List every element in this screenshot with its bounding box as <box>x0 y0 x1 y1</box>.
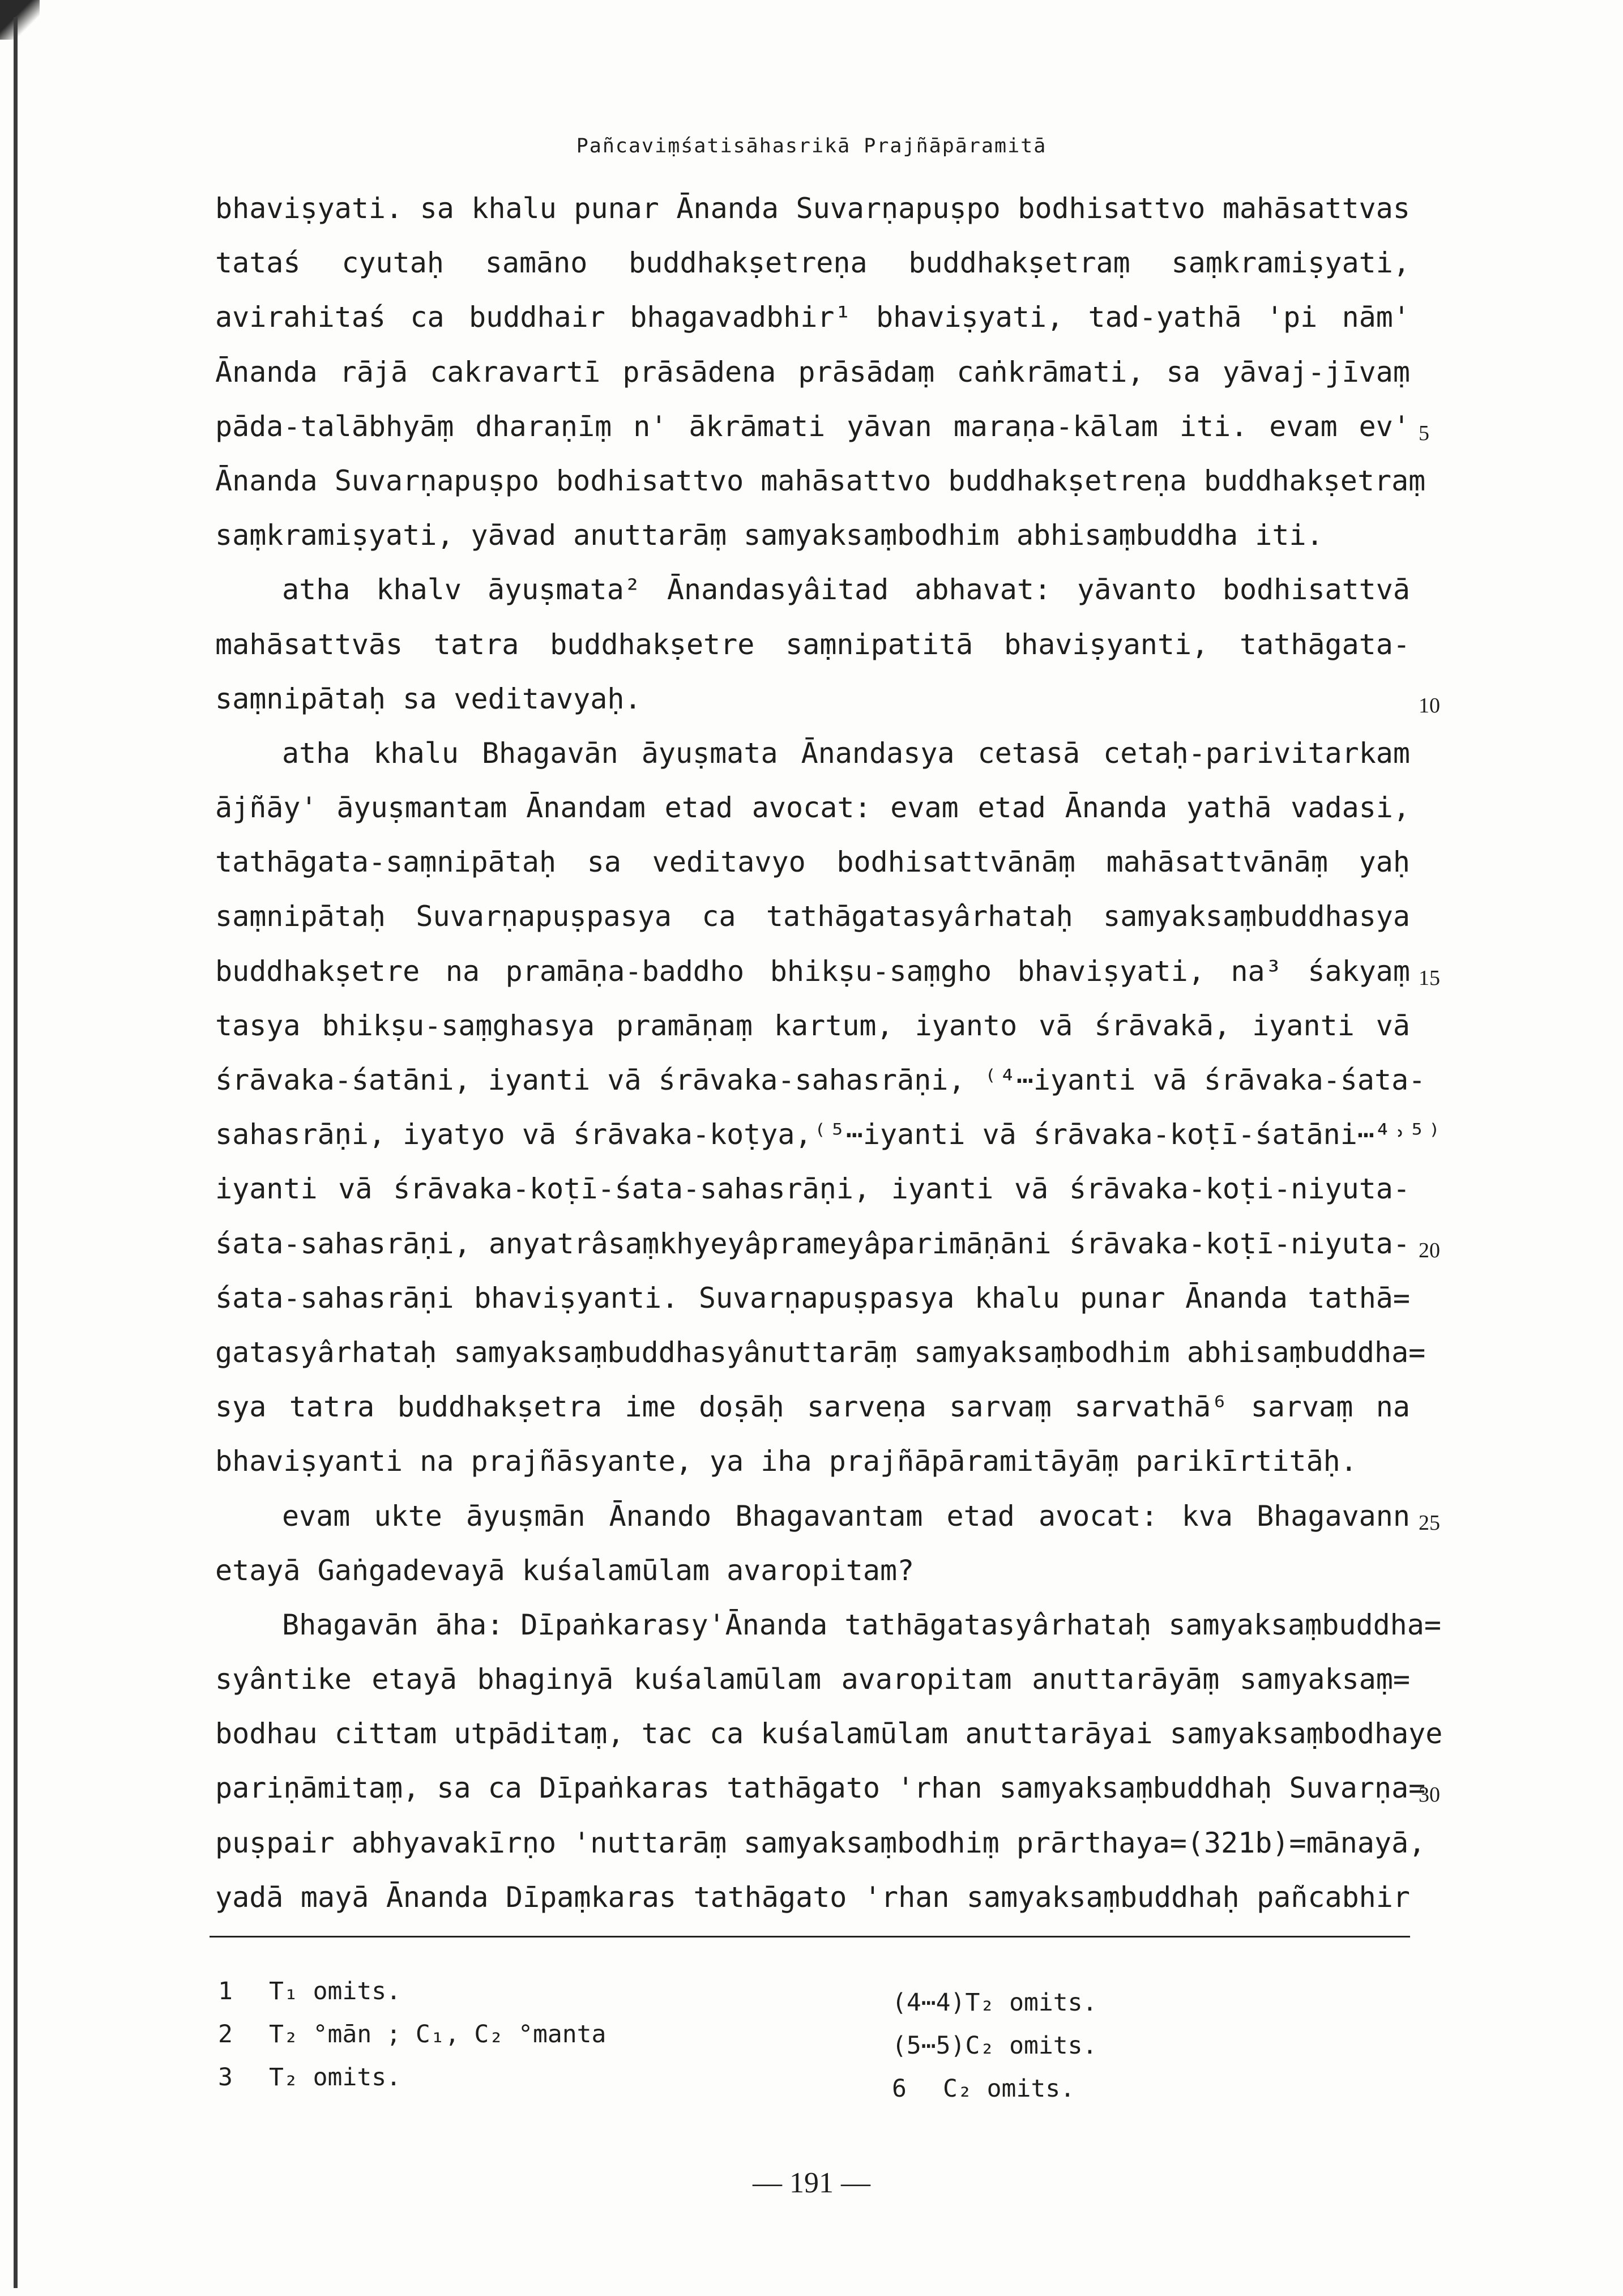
text-line <box>215 617 1410 672</box>
text-line <box>215 181 1410 236</box>
text-line-content: śata-sahasrāṇi bhaviṣyanti. Suvarṇapuṣpasya khalu punar Ānanda tathā= <box>215 1281 1410 1315</box>
text-line <box>215 1434 1410 1488</box>
text-line <box>215 835 1410 889</box>
footnote <box>892 1981 1097 2024</box>
text-line <box>215 1652 1410 1706</box>
footnote-text: T₂ omits. <box>269 2063 401 2092</box>
text-line-content: etayā Gaṅgadevayā kuśalamūlam avaropitam? <box>215 1554 915 1587</box>
line-number: 20 <box>1419 1238 1440 1262</box>
main-text <box>215 181 1443 1924</box>
text-line-content: saṃnipātaḥ Suvarṇapuṣpasya ca tathāgatasyârhataḥ samyaksaṃbuddhasya <box>215 900 1410 933</box>
footnote <box>892 2067 1097 2110</box>
text-line-content: evam ukte āyuṣmān Ānando Bhagavantam etad avocat: kva Bhagavann <box>282 1499 1410 1533</box>
text-line-content: buddhakṣetre na pramāṇa-baddho bhikṣu-saṃgho bhaviṣyati, na³ śakyaṃ <box>215 954 1410 988</box>
text-line <box>215 399 1429 454</box>
text-line-content: Ānanda Suvarṇapuṣpo bodhisattvo mahāsattvo buddhakṣetreṇa buddhakṣetraṃ <box>215 464 1426 497</box>
text-line-content: śrāvaka-śatāni, iyanti vā śrāvaka-sahasrāṇi, ⁽⁴⋯iyanti vā śrāvaka-śata- <box>215 1064 1426 1096</box>
text-line <box>215 562 1410 617</box>
footnote <box>218 1970 606 2013</box>
footnote-text: T₂ °mān ; C₁, C₂ °manta <box>269 2020 607 2049</box>
text-line <box>215 508 1410 562</box>
text-line-content: saṃkramiṣyati, yāvad anuttarāṃ samyaksaṃbodhim abhisaṃbuddha iti. <box>215 519 1323 552</box>
text-line-content: tasya bhikṣu-saṃghasya pramāṇaṃ kartum, iyanto vā śrāvakā, iyanti vā <box>215 1009 1410 1042</box>
text-line <box>215 236 1410 290</box>
text-line-content: gatasyârhataḥ samyaksaṃbuddhasyânuttarāṃ samyaksaṃbodhim abhisaṃbuddha= <box>215 1335 1426 1369</box>
line-number: 15 <box>1419 966 1440 990</box>
scan-binding-edge <box>14 17 18 2288</box>
line-number: 25 <box>1419 1510 1440 1535</box>
text-line-content: sya tatra buddhakṣetra ime doṣāḥ sarveṇa sarvaṃ sarvathā⁶ sarvaṃ na <box>215 1390 1410 1424</box>
footnote-number: 6 <box>892 2075 907 2103</box>
text-line-content: pāda-talābhyāṃ dharaṇīṃ n' ākrāmati yāvan maraṇa-kālam iti. evam ev' <box>215 409 1410 443</box>
footnote-number: (4⋯4) <box>892 1988 966 2017</box>
footnote-number: 1 <box>218 1977 233 2005</box>
footnotes-left-column <box>218 1970 606 2099</box>
text-line-content: mahāsattvās tatra buddhakṣetre saṃnipatitā bhaviṣyanti, tathāgata- <box>215 628 1410 661</box>
text-line <box>215 998 1410 1053</box>
text-line-content: iyanti vā śrāvaka-koṭī-śata-sahasrāṇi, iyanti vā śrāvaka-koṭi-niyuta- <box>215 1172 1410 1206</box>
text-line-content: śata-sahasrāṇi, anyatrâsaṃkhyeyâprameyâparimāṇāni śrāvaka-koṭī-niyuta- <box>215 1227 1410 1260</box>
footnote-text: C₂ omits. <box>965 2032 1097 2060</box>
text-line-content: sahasrāṇi, iyatyo vā śrāvaka-koṭya,⁽⁵⋯iyanti vā śrāvaka-koṭī-śatāni⋯⁴˒⁵⁾ <box>215 1118 1443 1151</box>
text-line-content: avirahitaś ca buddhair bhagavadbhir¹ bhaviṣyati, tad-yathā 'pi nām' <box>215 301 1410 334</box>
scan-corner-shadow <box>0 0 40 40</box>
text-line <box>215 1761 1440 1815</box>
text-line <box>215 1489 1440 1543</box>
footnote-number: (5⋯5) <box>892 2032 966 2060</box>
text-line-content: syântike etayā bhaginyā kuśalamūlam avaropitam anuttarāyāṃ samyaksaṃ= <box>215 1663 1410 1696</box>
text-line <box>215 1380 1410 1434</box>
text-line-content: bhaviṣyanti na prajñāsyante, ya iha prajñāpāramitāyāṃ parikīrtitāḥ. <box>215 1445 1357 1478</box>
text-line <box>215 1325 1426 1380</box>
footnotes-right-column <box>892 1981 1097 2110</box>
text-line <box>215 1870 1410 1924</box>
text-line <box>215 1598 1441 1652</box>
text-line <box>215 1271 1410 1325</box>
text-line-content: atha khalv āyuṣmata² Ānandasyâitad abhavat: yāvanto bodhisattvā <box>282 573 1410 607</box>
text-line <box>215 780 1410 835</box>
text-line <box>215 1217 1440 1271</box>
footnote-text: T₁ omits. <box>269 1977 401 2005</box>
footnote <box>218 2056 606 2099</box>
text-line <box>215 1107 1443 1162</box>
text-line <box>215 889 1410 944</box>
footnote-number: 2 <box>218 2020 233 2049</box>
text-line-content: tathāgata-saṃnipātaḥ sa veditavyo bodhisattvānāṃ mahāsattvānāṃ yaḥ <box>215 846 1410 879</box>
text-line-content: atha khalu Bhagavān āyuṣmata Ānandasya cetasā cetaḥ-parivitarkam <box>282 736 1410 770</box>
text-line <box>215 1816 1426 1870</box>
text-line <box>215 944 1440 998</box>
text-line-content: puṣpair abhyavakīrṇo 'nuttarāṃ samyaksaṃbodhiṃ prārthaya=(321b)=mānayā, <box>215 1826 1426 1859</box>
page-number: — 191 — <box>753 2167 870 2199</box>
text-line <box>215 454 1426 508</box>
footnote-rule <box>210 1936 1410 1937</box>
footnote-number: 3 <box>218 2063 233 2092</box>
line-number: 10 <box>1419 693 1440 718</box>
line-number: 5 <box>1419 421 1429 445</box>
running-title: Pañcaviṃśatisāhasrikā Prajñāpāramitā <box>576 135 1047 157</box>
text-line-content: ājñāy' āyuṣmantam Ānandam etad avocat: evam etad Ānanda yathā vadasi, <box>215 791 1410 825</box>
text-line <box>215 1162 1410 1216</box>
text-line <box>215 290 1410 344</box>
text-line <box>215 1053 1426 1107</box>
text-line-content: Bhagavān āha: Dīpaṅkarasy'Ānanda tathāgatasyârhataḥ samyaksaṃbuddha= <box>282 1608 1441 1641</box>
text-line <box>215 1706 1443 1761</box>
text-line-content: tataś cyutaḥ samāno buddhakṣetreṇa buddhakṣetraṃ saṃkramiṣyati, <box>215 246 1410 280</box>
text-line <box>215 726 1410 780</box>
text-line-content: yadā mayā Ānanda Dīpaṃkaras tathāgato 'rhan samyaksaṃbuddhaḥ pañcabhir <box>215 1880 1410 1914</box>
text-line <box>215 672 1440 726</box>
text-line-content: bodhau cittam utpāditaṃ, tac ca kuśalamūlam anuttarāyai samyaksaṃbodhaye <box>215 1717 1443 1751</box>
text-line <box>215 345 1410 399</box>
text-line-content: bhaviṣyati. sa khalu punar Ānanda Suvarṇapuṣpo bodhisattvo mahāsattvas <box>215 192 1410 225</box>
text-line-content: Ānanda rājā cakravartī prāsādena prāsādaṃ caṅkrāmati, sa yāvaj-jīvaṃ <box>215 355 1410 389</box>
footnote-text: T₂ omits. <box>965 1988 1097 2017</box>
line-number: 30 <box>1419 1783 1440 1807</box>
footnote <box>892 2024 1097 2067</box>
text-line-content: saṃnipātaḥ sa veditavyaḥ. <box>215 682 642 715</box>
text-line <box>215 1543 1410 1598</box>
text-line-content: pariṇāmitaṃ, sa ca Dīpaṅkaras tathāgato 'rhan samyaksaṃbuddhaḥ Suvarṇa= <box>215 1772 1426 1805</box>
footnote-text: C₂ omits. <box>943 2075 1075 2103</box>
footnote <box>218 2013 606 2056</box>
